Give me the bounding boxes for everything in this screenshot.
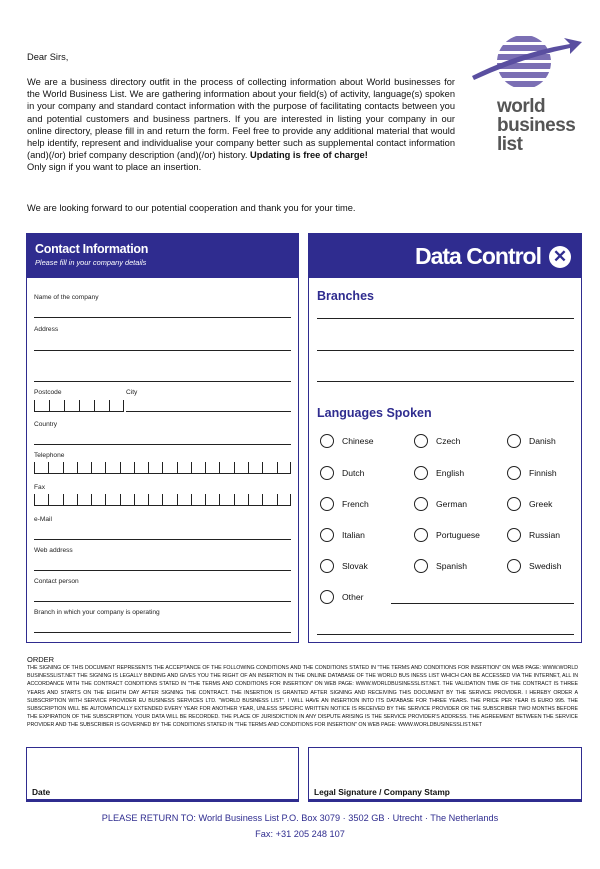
date-box[interactable] (26, 747, 299, 802)
close-x-icon: ✕ (549, 246, 571, 268)
globe-icon (490, 32, 560, 92)
order-terms: THE SIGNING OF THIS DOCUMENT REPRESENTS THE ACCEPTANCE OF THE FOLLOWING CONDITIONS AND THE CONDITIONS STATED IN "THE TERMS AND CONDITIONS FOR INSERTION" ON WEB PAGE: WWW.WORLD BUSINESSLIST.NET THE SIGNING IS LEGALLY BINDING AND GIVES YOU THE RIGHT OF AN INSERTION IN THE ONLINE DATABASE OF THE WORLD BUS INESS LIST WHICH CAN BE ACCESSED VIA THE INTERNET, ALL IN ACCORDANCE WITH THE CONTRACT CONDITIONS STATED IN "THE TERMS AND CONDITIONS FOR INSERTION" ON WEB PAGE: WWW.WORLDBUSINESSLIST.NET. THE VALIDATION TIME OF THE CONTRACT IS THREE YEARS AND STARTS ON THE EIGHTH DAY AFTER SIGNING THE CONTRACT. THE INSERTION IS GRANTED AFTER SIGNING AND RECEIVING THIS DOCUMENT BY THE SERVICE PROVIDER. I HEREBY ORDER A SUBSCRIPTION WITH SERVICE PROVIDER EU BUSINESS SERVICES LTD. "WORLD BUSINESS LIST". I WILL HAVE AN INSERTION INTO ITS DATABASE FOR THREE YEARS. THE PRICE PER YEAR IS EURO 995. THE SUBSCRIPTION WILL BE AUTOMATICALLY EXTENDED EVERY YEAR FOR ANOTHER YEAR, UNLESS SPECIFIC WRITTEN NOTICE IS RECEIVED BY THE SERVICE PROVIDER OR THE SUBSCRIBER TWO MONTHS BEFORE THE EXPIRATION OF THE SUBSCRIPTION. YOUR DATA WILL BE RECORDED. THE PLACE OF JURISDICTION IN ANY DISPUTE ARISING IS THE SERVICE PROVIDER'S ADDRESS. THE AGREEMENT BETWEEN THE SERVICE PROVIDER AND THE SUBSCRIBER IS GOVERNED BY THE CONDITIONS STATED IN "THE TERMS AND CONDITIONS FOR INSERTION" ON WEB PAGE: WWW.WORLDBUSINESSLIST.NET (27, 665, 578, 729)
company-field[interactable] (34, 317, 291, 318)
fax-label: Fax (34, 484, 45, 491)
language-danish[interactable]: Danish (507, 434, 556, 448)
letter-body (27, 76, 455, 174)
signature-box[interactable] (308, 747, 582, 802)
language-russian[interactable]: Russian (507, 528, 560, 542)
contact-subtitle: Please fill in your company details (35, 258, 147, 267)
telephone-label: Telephone (34, 452, 65, 459)
contact-person-label: Contact person (34, 578, 79, 585)
salutation: Dear Sirs, (27, 52, 69, 62)
sign-note: Only sign if you want to place an insertion. (27, 162, 202, 173)
free-note: Updating is free of charge! (250, 150, 368, 161)
radio-icon (320, 466, 334, 480)
radio-icon (507, 559, 521, 573)
contact-person-field[interactable] (34, 601, 291, 602)
radio-icon (414, 528, 428, 542)
city-field[interactable] (126, 411, 291, 412)
signature-label: Legal Signature / Company Stamp (314, 787, 450, 797)
postcode-label: Postcode (34, 389, 62, 396)
language-german[interactable]: German (414, 497, 467, 511)
radio-icon (320, 559, 334, 573)
return-address: PLEASE RETURN TO: World Business List P.O. Box 3079 · 3502 GB · Utrecht · The Netherlands (101, 813, 499, 823)
letter-closing: We are looking forward to our potential cooperation and thank you for your time. (27, 203, 356, 213)
fax-number: Fax: +31 205 248 107 (255, 829, 345, 839)
radio-icon (414, 466, 428, 480)
order-title: ORDER (27, 655, 55, 664)
data-control-title: Data Control (415, 243, 541, 269)
language-other[interactable]: Other (320, 590, 364, 604)
letter-text: We are a business directory outfit in the process of collecting information about World businesses for the World Business List. We are gathering information about your field(s) of activity, language(s) spoken in your company and standard contact information with the purpose of facilitating contacts between you and potential customers and business partners. If you are interested in listing your company in our online directory, please fill in and return the form. Feel free to provide any additional material that would help identify, represent and individualise your company better such as supplemental contact information (and)(/or) brief company description (and)(/or) history. (27, 77, 455, 161)
language-italian[interactable]: Italian (320, 528, 365, 542)
country-field[interactable] (34, 444, 291, 445)
radio-icon (320, 497, 334, 511)
branches-field-3[interactable] (317, 381, 574, 382)
language-finnish[interactable]: Finnish (507, 466, 557, 480)
city-label: City (126, 389, 138, 396)
language-english[interactable]: English (414, 466, 464, 480)
contact-title: Contact Information (35, 242, 149, 256)
radio-icon (507, 497, 521, 511)
radio-icon (320, 590, 334, 604)
radio-icon (414, 434, 428, 448)
branches-field-2[interactable] (317, 350, 574, 351)
radio-icon (507, 466, 521, 480)
language-spanish[interactable]: Spanish (414, 559, 467, 573)
email-label: e-Mail (34, 516, 52, 523)
language-czech[interactable]: Czech (414, 434, 460, 448)
language-slovak[interactable]: Slovak (320, 559, 368, 573)
website-label: Web address (34, 547, 73, 554)
other-language-field-2[interactable] (317, 634, 574, 635)
address-field-2[interactable] (34, 381, 291, 382)
company-label: Name of the company (34, 294, 99, 301)
website-field[interactable] (34, 570, 291, 571)
email-field[interactable] (34, 539, 291, 540)
country-label: Country (34, 421, 58, 428)
language-chinese[interactable]: Chinese (320, 434, 374, 448)
address-label: Address (34, 326, 59, 333)
radio-icon (320, 434, 334, 448)
radio-icon (320, 528, 334, 542)
other-language-field[interactable] (391, 603, 574, 604)
fax-field[interactable] (34, 494, 291, 506)
telephone-field[interactable] (34, 462, 291, 474)
language-dutch[interactable]: Dutch (320, 466, 364, 480)
branches-field-1[interactable] (317, 318, 574, 319)
radio-icon (414, 559, 428, 573)
radio-icon (507, 528, 521, 542)
logo-wordmark: world business list (497, 96, 576, 155)
date-label: Date (32, 787, 51, 797)
languages-title: Languages Spoken (317, 406, 432, 420)
radio-icon (414, 497, 428, 511)
language-portuguese[interactable]: Portuguese (414, 528, 480, 542)
address-field-1[interactable] (34, 350, 291, 351)
postcode-field[interactable] (34, 400, 124, 412)
branches-title: Branches (317, 289, 374, 303)
language-french[interactable]: French (320, 497, 369, 511)
radio-icon (507, 434, 521, 448)
branch-field[interactable] (34, 632, 291, 633)
language-greek[interactable]: Greek (507, 497, 552, 511)
branch-label: Branch in which your company is operating (34, 609, 160, 616)
language-swedish[interactable]: Swedish (507, 559, 561, 573)
